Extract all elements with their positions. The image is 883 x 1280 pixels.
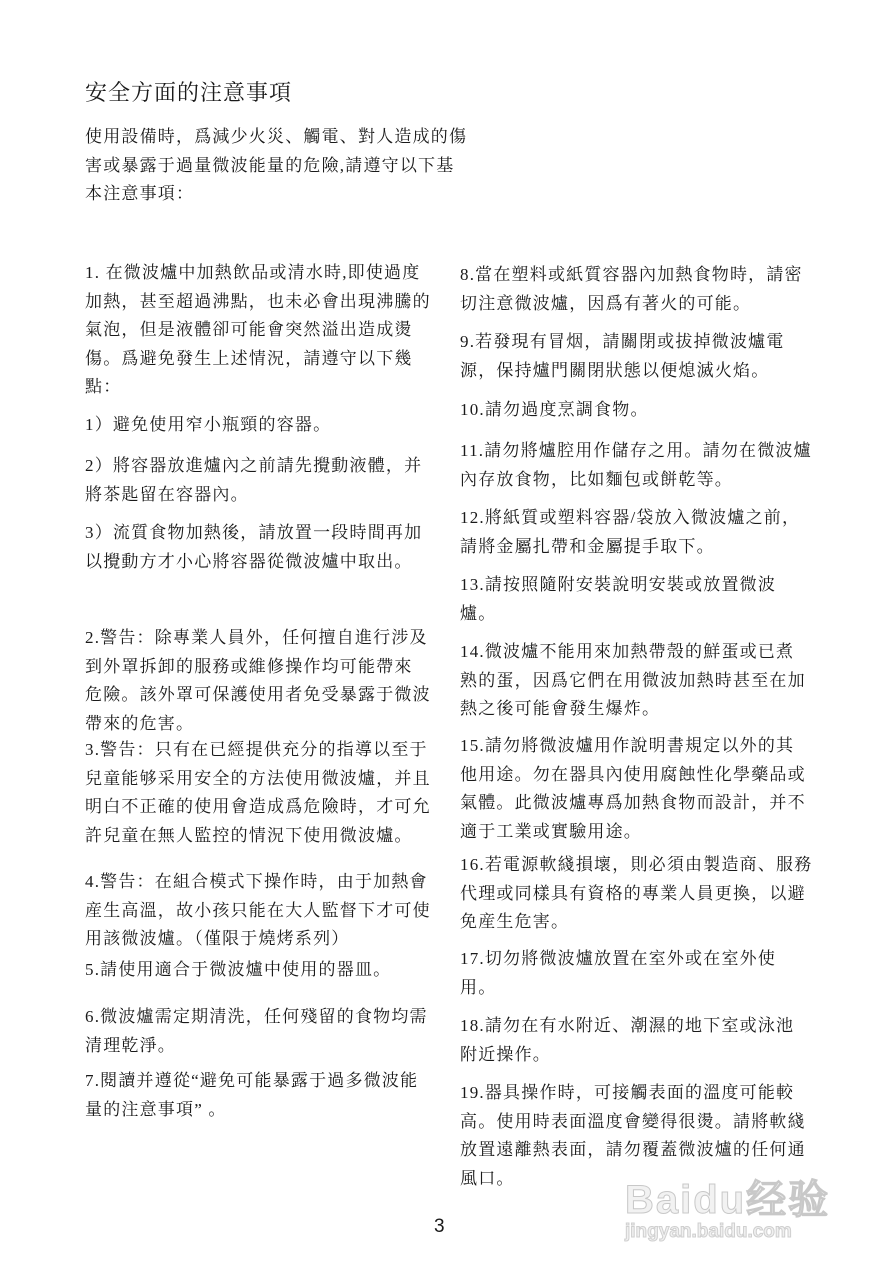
- text-line: 本注意事項：: [85, 184, 195, 203]
- text-line: 內存放食物，比如麵包或餅乾等。: [460, 469, 733, 489]
- text-line: 傷。爲避免發生上述情況，請遵守以下幾: [85, 348, 413, 368]
- safety-item: [460, 504, 800, 561]
- safety-item: [85, 956, 391, 985]
- text-line: 4.警告：在組合模式下操作時，由于加熱會: [85, 872, 428, 891]
- page-number: 3: [434, 1216, 445, 1237]
- text-line: 害或暴露于過量微波能量的危險,請遵守以下基: [85, 155, 455, 175]
- text-line: 量的注意事項” 。: [85, 1099, 227, 1119]
- text-line: 爐。: [460, 603, 497, 623]
- text-line: 附近操作。: [460, 1044, 551, 1064]
- text-line: 産生高溫，故小孩只能在大人監督下才可使: [85, 900, 431, 920]
- safety-item: [460, 1012, 794, 1069]
- text-line: 5.請使用適合于微波爐中使用的器皿。: [85, 960, 392, 979]
- watermark-url: jingyan.baidu.com: [625, 1221, 792, 1242]
- text-line: 6.微波爐需定期清洗，任何殘留的食物均需: [85, 1007, 428, 1026]
- text-line: 明白不正確的使用會造成爲危險時，才可允: [85, 797, 431, 816]
- text-line: 放置遠離熱表面，請勿覆蓋微波爐的任何通: [460, 1140, 806, 1159]
- safety-item: [460, 328, 785, 385]
- safety-item: [85, 519, 422, 576]
- safety-item: [460, 945, 776, 1002]
- safety-item: [85, 1003, 428, 1060]
- text-line: 源，保持爐門關閉狀態以便熄滅火焰。: [460, 360, 770, 380]
- text-line: 1. 在微波爐中加熱飲品或清水時,即使過度: [85, 263, 421, 282]
- safety-item: [460, 437, 812, 494]
- text-line: 加熱，甚至超過沸點，也未必會出現沸騰的: [85, 291, 431, 311]
- text-line: 7.閱讀并遵從“避免可能暴露于過多微波能: [85, 1071, 419, 1090]
- text-line: 帶來的危害。: [85, 713, 195, 733]
- text-line: 到外罩拆卸的服務或維修操作均可能帶來: [85, 656, 413, 676]
- text-line: 19.器具操作時，可接觸表面的溫度可能較: [460, 1083, 795, 1102]
- safety-item: [85, 736, 431, 850]
- text-line: 3）流質食物加熱後，請放置一段時間再加: [85, 523, 423, 542]
- text-line: 使用設備時，爲減少火災、觸電、對人造成的傷: [85, 127, 468, 146]
- safety-item: [85, 624, 431, 738]
- safety-item: [460, 571, 776, 628]
- text-line: 免産生危害。: [460, 912, 570, 931]
- text-line: 代理或同樣具有資格的專業人員更換，以避: [460, 883, 806, 903]
- text-line: 18.請勿在有水附近、潮濕的地下室或泳池: [460, 1016, 795, 1035]
- text-line: 17.切勿將微波爐放置在室外或在室外使: [460, 949, 777, 968]
- watermark-brand: Baidu经验: [625, 1178, 831, 1222]
- text-line: 9.若發現有冒烟，請關閉或拔掉微波爐電: [460, 332, 785, 351]
- safety-item: [85, 868, 431, 954]
- safety-item: [85, 452, 422, 509]
- text-line: 切注意微波爐，因爲有著火的可能。: [460, 293, 752, 313]
- text-line: 請將金屬扎帶和金屬提手取下。: [460, 536, 715, 556]
- text-line: 12.將紙質或塑料容器/袋放入微波爐之前，: [460, 508, 801, 527]
- safety-item: [460, 732, 806, 846]
- text-line: 將茶匙留在容器內。: [85, 484, 249, 504]
- text-line: 適于工業或實驗用途。: [460, 821, 642, 841]
- safety-item: [460, 851, 812, 937]
- safety-item: [85, 259, 431, 402]
- intro-paragraph: [85, 123, 467, 209]
- text-line: 點：: [85, 377, 122, 396]
- text-line: 用。: [460, 977, 497, 997]
- text-line: 熱之後可能會發生爆炸。: [460, 699, 661, 718]
- text-line: 2）將容器放進爐內之前請先攪動液體，并: [85, 456, 423, 475]
- text-line: 8.當在塑料或紙質容器內加熱食物時，請密: [460, 265, 803, 284]
- text-line: 以攪動方才小心將容器從微波爐中取出。: [85, 551, 413, 571]
- safety-item: [85, 411, 331, 440]
- text-line: 危險。該外罩可保護使用者免受暴露于微波: [85, 685, 431, 704]
- text-line: 2.警告：除專業人員外，任何擅自進行涉及: [85, 628, 428, 647]
- baidu-watermark: [625, 1168, 835, 1248]
- safety-item: [460, 261, 803, 318]
- text-line: 風口。: [460, 1168, 515, 1188]
- text-line: 許兒童在無人監控的情況下使用微波爐。: [85, 825, 413, 845]
- text-line: 15.請勿將微波爐用作說明書規定以外的其: [460, 736, 795, 755]
- text-line: 高。使用時表面溫度會變得很燙。請將軟綫: [460, 1111, 806, 1131]
- text-line: 11.請勿將爐腔用作儲存之用。請勿在微波爐: [460, 441, 812, 460]
- text-line: 熟的蛋，因爲它們在用微波加熱時甚至在加: [460, 670, 806, 690]
- text-line: 氣體。此微波爐專爲加熱食物而設計，并不: [460, 793, 806, 812]
- safety-item: [85, 1067, 418, 1124]
- page-title: 安全方面的注意事項: [85, 80, 293, 105]
- text-line: 14.微波爐不能用來加熱帶殼的鮮蛋或已煮: [460, 642, 795, 661]
- text-line: 13.請按照隨附安裝說明安裝或放置微波: [460, 575, 777, 594]
- text-line: 氣泡，但是液體卻可能會突然溢出造成燙: [85, 320, 413, 339]
- text-line: 3.警告：只有在已經提供充分的指導以至于: [85, 740, 428, 759]
- text-line: 清理乾淨。: [85, 1035, 176, 1055]
- text-line: 兒童能够采用安全的方法使用微波爐，并且: [85, 768, 431, 788]
- text-line: 1）避免使用窄小瓶頸的容器。: [85, 415, 332, 434]
- text-line: 用該微波爐。（僅限于燒烤系列）: [85, 929, 350, 948]
- safety-item: [460, 396, 649, 425]
- text-line: 他用途。勿在器具內使用腐蝕性化學藥品或: [460, 764, 806, 784]
- safety-item: [460, 638, 806, 724]
- text-line: 16.若電源軟綫損壞，則必須由製造商、服務: [460, 855, 813, 874]
- text-line: 10.請勿過度烹調食物。: [460, 400, 649, 419]
